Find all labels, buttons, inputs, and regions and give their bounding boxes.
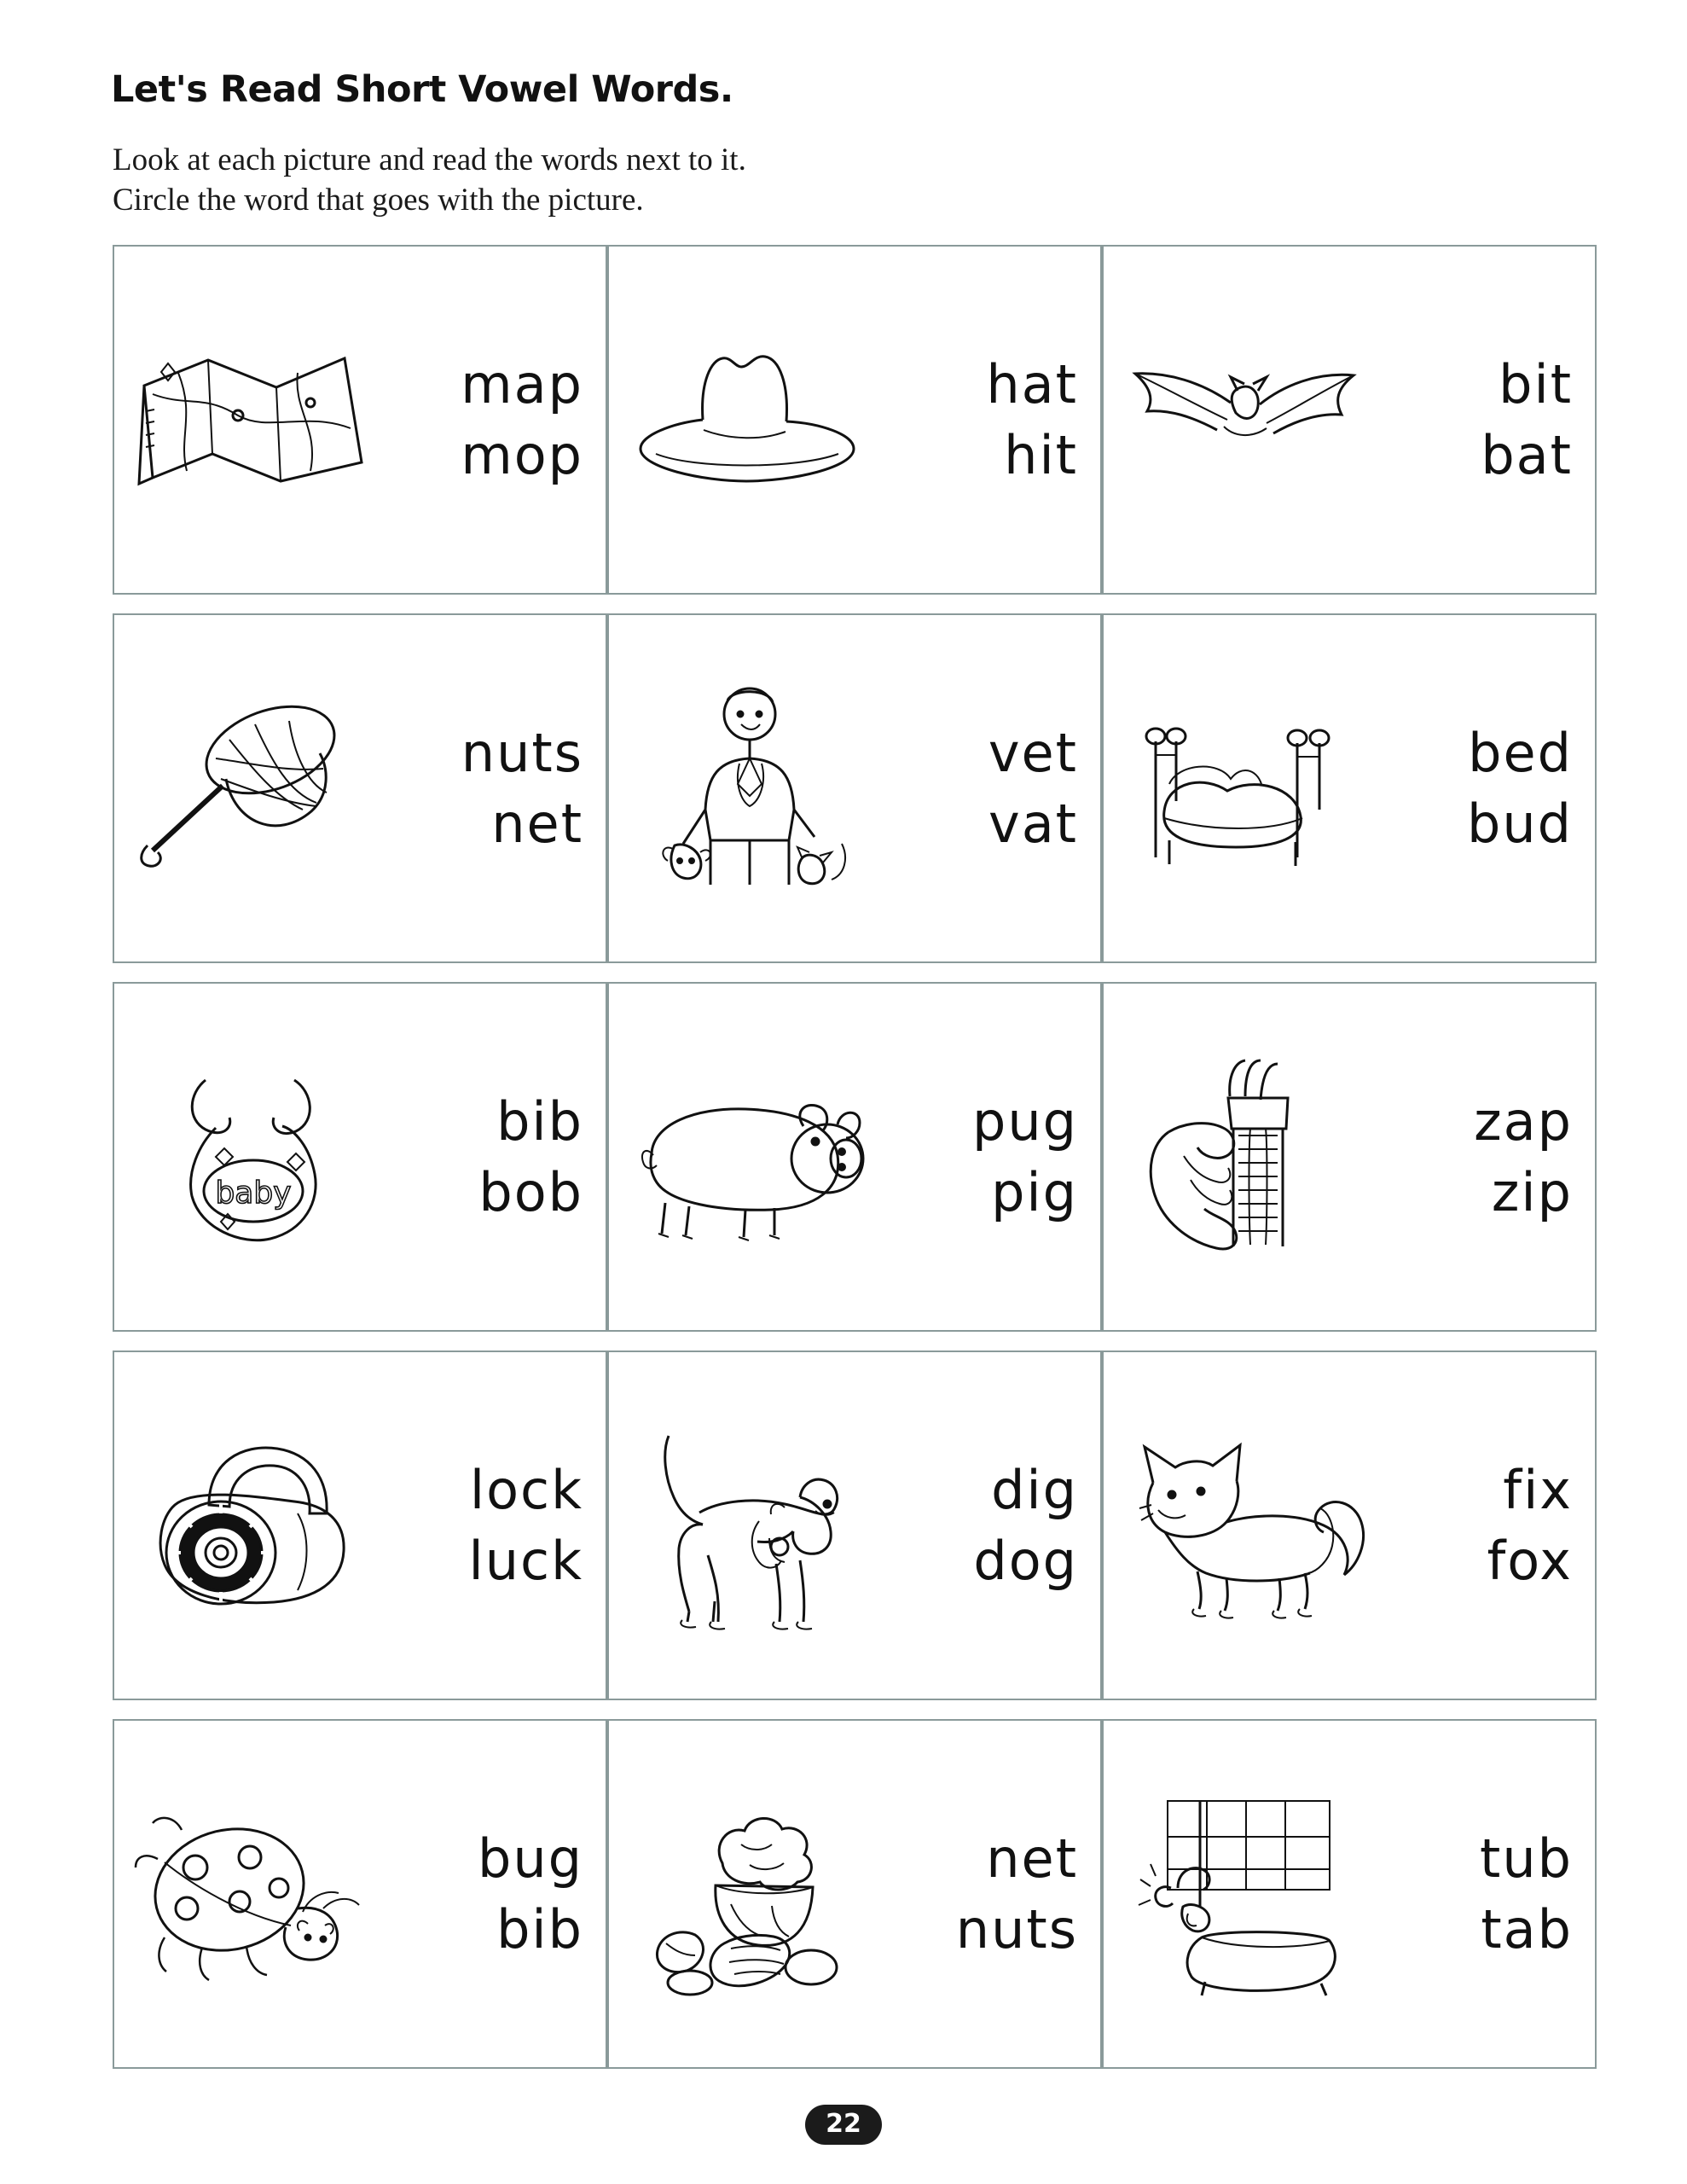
zipper-icon <box>1104 1003 1385 1310</box>
word-choices <box>890 1089 1100 1223</box>
exercise-item[interactable] <box>607 1719 1102 2069</box>
exercise-item[interactable] <box>607 613 1102 963</box>
hat-icon <box>609 266 890 573</box>
word-choices <box>396 721 606 855</box>
exercise-item[interactable] <box>113 613 607 963</box>
exercise-row <box>113 245 1597 595</box>
word-option[interactable]: hit <box>1004 423 1078 486</box>
word-choices <box>1385 721 1595 855</box>
word-choices <box>890 1827 1100 1960</box>
exercise-item[interactable] <box>1102 982 1597 1332</box>
word-choices <box>890 1458 1100 1592</box>
word-option[interactable]: net <box>986 1827 1078 1890</box>
word-option[interactable]: fix <box>1503 1458 1573 1521</box>
bathtub-icon <box>1104 1740 1385 2048</box>
word-choices <box>396 352 606 486</box>
exercise-item[interactable] <box>1102 1350 1597 1700</box>
word-option[interactable]: bat <box>1481 423 1573 486</box>
word-option[interactable]: fox <box>1487 1529 1573 1592</box>
ladybug-icon <box>114 1740 396 2048</box>
map-icon <box>114 266 396 573</box>
instruction-line-1: Look at each picture and read the words next to it. <box>113 142 746 177</box>
word-option[interactable]: bit <box>1499 352 1573 415</box>
bat-icon <box>1104 266 1385 573</box>
bed-icon <box>1104 635 1385 942</box>
word-option[interactable]: zap <box>1474 1089 1573 1153</box>
word-choices <box>1385 1089 1595 1223</box>
word-option[interactable]: bug <box>477 1827 583 1890</box>
exercise-item[interactable] <box>113 1350 607 1700</box>
exercise-item[interactable] <box>113 982 607 1332</box>
word-option[interactable]: vat <box>988 792 1078 855</box>
word-option[interactable]: map <box>461 352 583 415</box>
word-option[interactable]: hat <box>986 352 1078 415</box>
exercise-item[interactable] <box>1102 1719 1597 2069</box>
word-option[interactable]: bib <box>496 1897 583 1960</box>
vet-icon <box>609 635 890 942</box>
word-option[interactable]: bud <box>1466 792 1573 855</box>
fox-icon <box>1104 1372 1385 1679</box>
word-option[interactable]: tub <box>1480 1827 1573 1890</box>
instructions <box>113 140 1593 221</box>
word-option[interactable]: pug <box>971 1089 1078 1153</box>
page-title: Let's Read Short Vowel Words. <box>111 68 733 111</box>
word-option[interactable]: pig <box>991 1160 1078 1223</box>
exercise-item[interactable] <box>607 982 1102 1332</box>
word-choices <box>890 352 1100 486</box>
bib-icon <box>114 1003 396 1310</box>
word-option[interactable]: lock <box>469 1458 583 1521</box>
word-option[interactable]: vet <box>988 721 1078 784</box>
instruction-line-2: Circle the word that goes with the picture. <box>113 183 644 218</box>
word-choices <box>396 1827 606 1960</box>
pig-icon <box>609 1003 890 1310</box>
word-option[interactable]: tab <box>1481 1897 1573 1960</box>
lock-icon <box>114 1372 396 1679</box>
word-option[interactable]: nuts <box>955 1897 1078 1960</box>
word-option[interactable]: dig <box>991 1458 1078 1521</box>
exercise-grid <box>113 245 1597 2069</box>
word-choices <box>890 721 1100 855</box>
exercise-item[interactable] <box>607 1350 1102 1700</box>
word-option[interactable]: bib <box>496 1089 583 1153</box>
word-choices <box>396 1458 606 1592</box>
word-option[interactable]: luck <box>468 1529 583 1592</box>
page-footer <box>0 2105 1687 2145</box>
exercise-item[interactable] <box>113 245 607 595</box>
exercise-row <box>113 1350 1597 1700</box>
net-icon <box>114 635 396 942</box>
exercise-item[interactable] <box>1102 245 1597 595</box>
word-option[interactable]: zip <box>1491 1160 1573 1223</box>
exercise-item[interactable] <box>607 245 1102 595</box>
word-choices <box>396 1089 606 1223</box>
word-choices <box>1385 1458 1595 1592</box>
word-option[interactable]: bob <box>478 1160 583 1223</box>
svg-text:baby: baby <box>215 1175 292 1211</box>
exercise-item[interactable] <box>1102 613 1597 963</box>
word-option[interactable]: bed <box>1468 721 1573 784</box>
word-option[interactable]: net <box>491 792 583 855</box>
dog-icon <box>609 1372 890 1679</box>
nuts-bowl-icon <box>609 1740 890 2048</box>
word-choices <box>1385 1827 1595 1960</box>
exercise-item[interactable] <box>113 1719 607 2069</box>
word-choices <box>1385 352 1595 486</box>
exercise-row <box>113 613 1597 963</box>
word-option[interactable]: nuts <box>461 721 583 784</box>
exercise-row <box>113 1719 1597 2069</box>
page-number: 22 <box>805 2105 882 2145</box>
word-option[interactable]: mop <box>461 423 583 486</box>
word-option[interactable]: dog <box>973 1529 1078 1592</box>
exercise-row <box>113 982 1597 1332</box>
